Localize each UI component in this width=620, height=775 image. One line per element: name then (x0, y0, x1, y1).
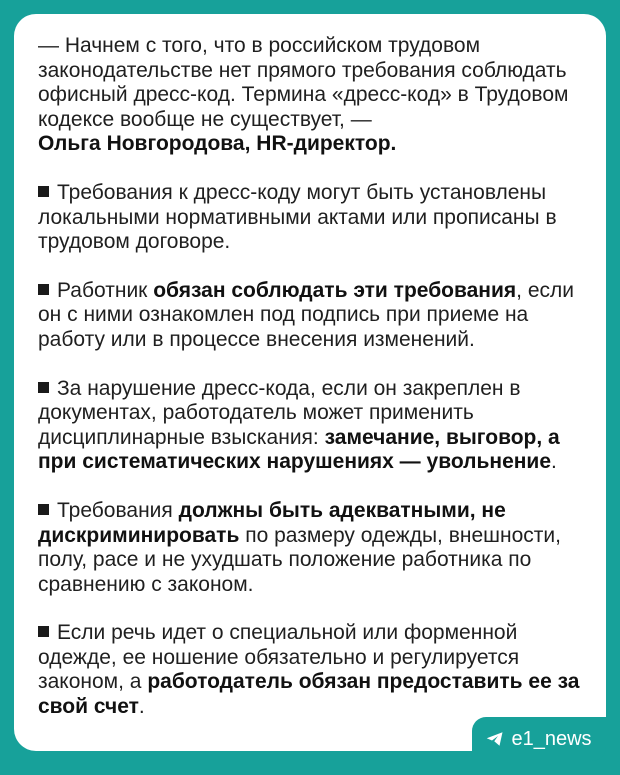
bullet-square-icon (38, 504, 49, 515)
text-fragment: . (551, 450, 557, 474)
bold-fragment: должны быть адекватными, не дискриминировать (38, 498, 506, 547)
content-card (14, 14, 606, 751)
bold-fragment: замечание, выговор, а при систематических нарушениях — увольнение (38, 425, 560, 474)
text-fragment: Если речь идет о специальной или форменной одежде, ее ношение обязательно и регулируется законом, а (38, 621, 520, 694)
bold-fragment: работодатель обязан предоставить ее за свой счет (38, 670, 580, 719)
text-fragment: Требования к дресс-коду могут быть установлены локальными нормативными актами или прописаны в трудовом договоре. (38, 180, 557, 254)
bullet-square-icon (38, 382, 49, 393)
text-fragment: , если он с ними ознакомлен под подпись при приеме на работу или в процессе внесения изменений. (38, 278, 574, 351)
bullet-square-icon (38, 626, 49, 637)
text-fragment: Работник (57, 278, 154, 302)
bullet-paragraph (38, 499, 598, 597)
bullet-paragraph (38, 621, 598, 719)
quote-paragraph (38, 34, 598, 157)
quote-text: — Начнем с того, что в российском трудовом законодательстве нет прямого требования соблюдать офисный дресс-код. Термина «дресс-код» в Трудовом кодексе вообще не существует, — (38, 34, 569, 131)
bullet-paragraph (38, 377, 598, 475)
bullet-list (38, 181, 598, 720)
channel-badge[interactable] (472, 717, 606, 761)
channel-name: e1_news (511, 727, 592, 750)
bullet-paragraph (38, 279, 598, 353)
text-fragment: . (138, 695, 145, 719)
bullet-square-icon (38, 186, 49, 197)
text-fragment: по размеру одежды, внешности, полу, расе и не ухудшать положение работника по сравнению с законом. (38, 523, 561, 596)
telegram-icon (486, 731, 504, 747)
text-fragment: За нарушение дресс-кода, если он закреплен в документах, работодатель может применить дисциплинарные взыскания: (38, 376, 521, 449)
bold-fragment: обязан соблюдать эти требования (153, 278, 517, 302)
bullet-square-icon (38, 284, 49, 295)
text-fragment: Требования (57, 498, 179, 522)
bullet-paragraph (38, 181, 598, 255)
quote-author: Ольга Новгородова, HR-директор. (38, 132, 397, 156)
article-text (38, 34, 598, 744)
